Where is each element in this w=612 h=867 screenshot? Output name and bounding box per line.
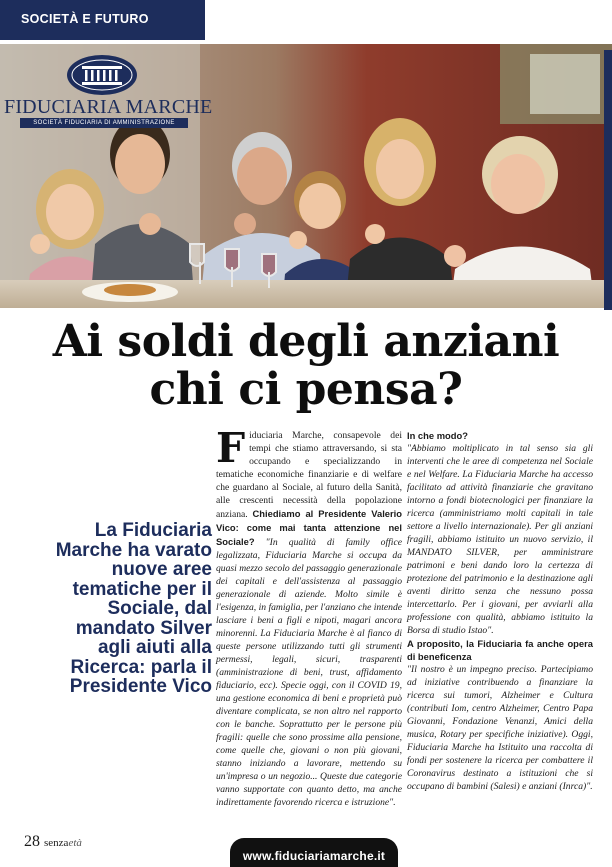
magazine-name-a: senza xyxy=(44,837,69,849)
article-intro xyxy=(216,424,402,809)
headline-line-1: Ai soldi degli anziani xyxy=(52,316,560,367)
headline-line-2: chi ci pensa? xyxy=(149,364,463,415)
answer-2: "Abbiamo moltiplicato in tal senso sia gli interventi che le aree di competenza nel Sociale e nel Welfare. La Fiduciaria Marche ha accesso facilitato ad attività finanziarie che gravitano intorno a fondi biotecnologici per finanziare la ricerca (amministriamo molti capitali in tale settore a livello internazionale). Per gli anziani fragili, abbiamo istituito un nuovo servizio, il MANDATO SILVER, per amministrare patrimoni e beni dando loro la certezza di protezione del patrimonio e la destinazione agli aventi diritto senza che nessuno possa intercettarlo. Per i giovani, per avviarli alla professione con qualità, abbiamo istituito la Borsa di studio Istao". xyxy=(407,443,593,636)
colonnade-emblem-icon xyxy=(66,54,138,96)
fiduciaria-logo xyxy=(2,52,213,128)
section-header-bar xyxy=(0,0,205,40)
logo-name: FIDUCIARIA MARCHE xyxy=(4,96,213,118)
magazine-name xyxy=(44,837,82,849)
dropcap: F xyxy=(216,424,246,472)
magazine-name-b: età xyxy=(68,837,82,849)
lead-standfirst: La Fiduciaria Marche ha varato nuove aree tematiche per il Sociale, dal mandato Silver agli aiuti alla Ricerca: parla il Presidente Vico xyxy=(55,520,212,697)
article-column-1 xyxy=(216,424,402,809)
logo-tagline: SOCIETÀ FIDUCIARIA DI AMMINISTRAZIONE xyxy=(20,118,188,128)
section-label: SOCIETÀ E FUTURO xyxy=(21,12,149,26)
website-link[interactable]: www.fiduciariamarche.it xyxy=(230,838,398,867)
answer-1: "In qualità di family office legalizzata, Fiduciaria Marche si occupa da quasi mezzo secolo del passaggio generazionale dei capitali e dell'assistenza al passaggio generazionale di aziende. Molto simile è l'esigenza, in famiglia, per l'anziano che intende lasciare i beni a figli e nipoti, magari ancora minorenni. La Fiduciaria Marche è al fianco di queste persone utilizzando tutti gli strumenti permessi, legali, sicuri, trasparenti (amministrazione di beni, trust, affidamento fiduciario, ecc). Specie oggi, con il COVID 19, una gestione economica di beni e proprietà può diventare complicata, se non altro nel rapporto con le banche. Soprattutto per le persone più fragili: quelle che sono prossime alla pensione, come quelle che, giovani o non più giovani, stanno iniziando a lavorare, mettendo su un'impresa o un negozio... Queste due categorie vanno supportate con quanto detto, ma anche indirettamente favorendo ricerca e istruzione". xyxy=(216,537,402,808)
article-column-2 xyxy=(407,429,593,793)
answer-3: "Il nostro è un impegno preciso. Partecipiamo ad iniziative contribuendo a finanziare la ricerca sui tumori, Alzheimer e Cultura (contributi Iom, centro Alzheimer, Centro Papa Giovanni, Fondazione Venanzi, Amici della musica, Rotary per specifiche iniziative). Oggi, Fiduciaria Marche ha Istituito una raccolta di fondi per sostenere la ricerca per combattere il Coronavirus destinato a istituzioni che si occupano di bambini (Salesi) e anziani (Inrca)". xyxy=(407,664,593,792)
intro-text: iduciaria Marche, consapevole dei tempi che stiamo attraversando, si sta occupando e specializzando in tematiche economiche finanziarie e di welfare che guardano al Sociale, al futuro della Sanità, alle crescenti necessità della popolazione anziana. xyxy=(216,430,402,520)
question-3: A proposito, la Fiduciaria fa anche opera di beneficenza xyxy=(407,638,593,662)
page-title xyxy=(0,318,612,414)
page-number: 28 xyxy=(24,833,40,850)
page-footer xyxy=(24,833,82,851)
question-1: Chiediamo al Presidente Valerio Vico: come mai tanta attenzione nel Sociale? xyxy=(216,508,402,547)
question-2: In che modo? xyxy=(407,430,468,441)
side-color-strip xyxy=(604,50,612,310)
